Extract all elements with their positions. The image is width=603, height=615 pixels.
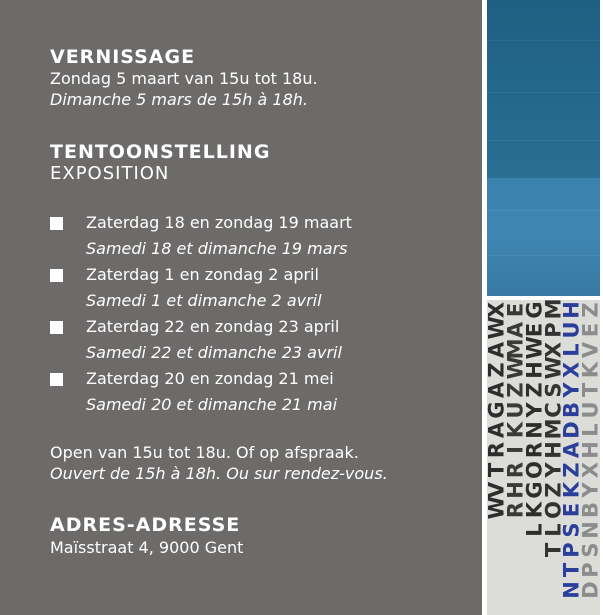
letter-glyph: D <box>559 421 584 439</box>
date-nl: Zaterdag 18 en zondag 19 maart <box>86 213 352 232</box>
letter-glyph: T <box>484 462 509 478</box>
address-line: Maïsstraat 4, 9000 Gent <box>50 538 244 557</box>
exhibition-heading: TENTOONSTELLING <box>50 141 271 163</box>
painting-streak <box>487 255 600 256</box>
vernissage-line-fr: Dimanche 5 mars de 15h à 18h. <box>50 90 308 109</box>
letter-glyph: H <box>522 361 547 379</box>
letter-glyph: P <box>540 322 565 338</box>
letter-glyph: D <box>578 581 603 599</box>
letter-glyph: H <box>503 481 528 499</box>
letter-glyph: A <box>484 341 509 359</box>
letter-glyph: L <box>578 423 603 437</box>
letter-glyph: Y <box>522 402 547 418</box>
letter-glyph: M <box>540 298 565 320</box>
letter-glyph: Z <box>559 462 584 478</box>
letter-glyph: A <box>484 381 509 399</box>
painting-band-dark <box>487 0 600 178</box>
letter-glyph: Y <box>540 462 565 478</box>
letter-glyph: V <box>484 481 509 499</box>
letter-painting-image <box>484 298 603 615</box>
letter-glyph: Z <box>578 302 603 318</box>
painting-streak <box>487 140 600 141</box>
date-fr: Samedi 22 et dimanche 23 avril <box>86 343 342 362</box>
vernissage-line-nl: Zondag 5 maart van 15u tot 18u. <box>50 69 318 88</box>
date-nl: Zaterdag 22 en zondag 23 april <box>86 317 340 336</box>
blue-painting-image <box>487 0 600 296</box>
letter-glyph: E <box>522 322 547 338</box>
letter-glyph: U <box>559 321 584 339</box>
address-heading: ADRES-ADRESSE <box>50 514 241 536</box>
letter-glyph: I <box>503 446 528 454</box>
letter-glyph: E <box>559 502 584 518</box>
letter-glyph: A <box>503 321 528 339</box>
letter-glyph: X <box>484 301 509 319</box>
letter-glyph: V <box>578 341 603 359</box>
letter-glyph: H <box>578 441 603 459</box>
bullet-square <box>50 373 63 386</box>
letter-column <box>578 300 603 615</box>
letter-glyph: C <box>540 402 565 418</box>
letter-glyph: R <box>503 501 528 519</box>
letter-glyph: N <box>578 521 603 539</box>
letter-glyph: B <box>559 401 584 419</box>
letter-glyph: Y <box>578 482 603 498</box>
letter-glyph: K <box>578 361 603 379</box>
letter-glyph: P <box>578 562 603 578</box>
date-fr: Samedi 20 et dimanche 21 mai <box>86 395 338 414</box>
letter-glyph: N <box>522 421 547 439</box>
letter-glyph: O <box>540 501 565 519</box>
date-nl: Zaterdag 20 en zondag 21 mei <box>86 369 334 388</box>
painting-streak <box>487 210 600 211</box>
letter-glyph: X <box>540 341 565 359</box>
letter-glyph: G <box>522 481 547 499</box>
letter-glyph: S <box>540 382 565 398</box>
letter-glyph: A <box>559 441 584 459</box>
letter-glyph: O <box>522 461 547 479</box>
letter-glyph: U <box>503 401 528 419</box>
letter-glyph: L <box>559 343 584 357</box>
letter-glyph: L <box>522 523 547 537</box>
date-fr: Samedi 1 et dimanche 2 avril <box>86 291 322 310</box>
letter-glyph: W <box>503 356 528 380</box>
vernissage-section <box>50 46 318 109</box>
letter-glyph: Z <box>522 382 547 398</box>
letter-glyph: K <box>559 481 584 499</box>
letter-glyph: Z <box>503 382 528 398</box>
hours-line-fr: Ouvert de 15h à 18h. Ou sur rendez-vous. <box>50 464 388 483</box>
letter-glyph: W <box>484 496 509 520</box>
letter-glyph: W <box>540 356 565 380</box>
letter-glyph: X <box>578 461 603 479</box>
bullet-square <box>50 269 63 282</box>
painting-streak <box>487 92 600 93</box>
letter-glyph: H <box>559 301 584 319</box>
letter-glyph: W <box>484 316 509 340</box>
letter-glyph: L <box>540 523 565 537</box>
exhibition-subheading: EXPOSITION <box>50 163 170 184</box>
letter-glyph: M <box>540 418 565 440</box>
letter-glyph: W <box>522 336 547 360</box>
letter-glyph: T <box>578 382 603 398</box>
letter-glyph: M <box>503 338 528 360</box>
letter-glyph: E <box>578 322 603 338</box>
address-section <box>50 514 243 557</box>
bullet-square <box>50 217 63 230</box>
letter-glyph: R <box>522 441 547 459</box>
hours-line-nl: Open van 15u tot 18u. Of op afspraak. <box>50 443 359 462</box>
letter-glyph: R <box>503 461 528 479</box>
letter-glyph: B <box>578 501 603 519</box>
letter-glyph: K <box>522 501 547 519</box>
letter-glyph: X <box>559 361 584 379</box>
letter-glyph: P <box>559 542 584 558</box>
letter-glyph: E <box>503 302 528 318</box>
letter-glyph: G <box>522 301 547 319</box>
letter-glyph: U <box>578 401 603 419</box>
letter-glyph: R <box>484 441 509 459</box>
letter-glyph: Z <box>484 362 509 378</box>
painting-band-light <box>487 178 600 296</box>
exhibition-section <box>50 141 270 184</box>
letter-glyph: A <box>484 421 509 439</box>
painting-streak <box>487 40 600 41</box>
bullet-square <box>50 321 63 334</box>
letter-glyph: T <box>540 542 565 558</box>
date-fr: Samedi 18 et dimanche 19 mars <box>86 239 348 258</box>
letter-glyph: K <box>503 421 528 439</box>
letter-glyph: Y <box>559 382 584 398</box>
letter-glyph: T <box>559 562 584 578</box>
date-nl: Zaterdag 1 en zondag 2 april <box>86 265 319 284</box>
vernissage-heading: VERNISSAGE <box>50 46 196 68</box>
hours-section <box>50 443 388 483</box>
letter-glyph: S <box>559 522 584 538</box>
letter-glyph: Z <box>540 482 565 498</box>
letter-glyph: G <box>484 401 509 419</box>
letter-glyph: S <box>578 542 603 558</box>
letter-glyph: N <box>559 581 584 599</box>
letter-glyph: H <box>540 441 565 459</box>
